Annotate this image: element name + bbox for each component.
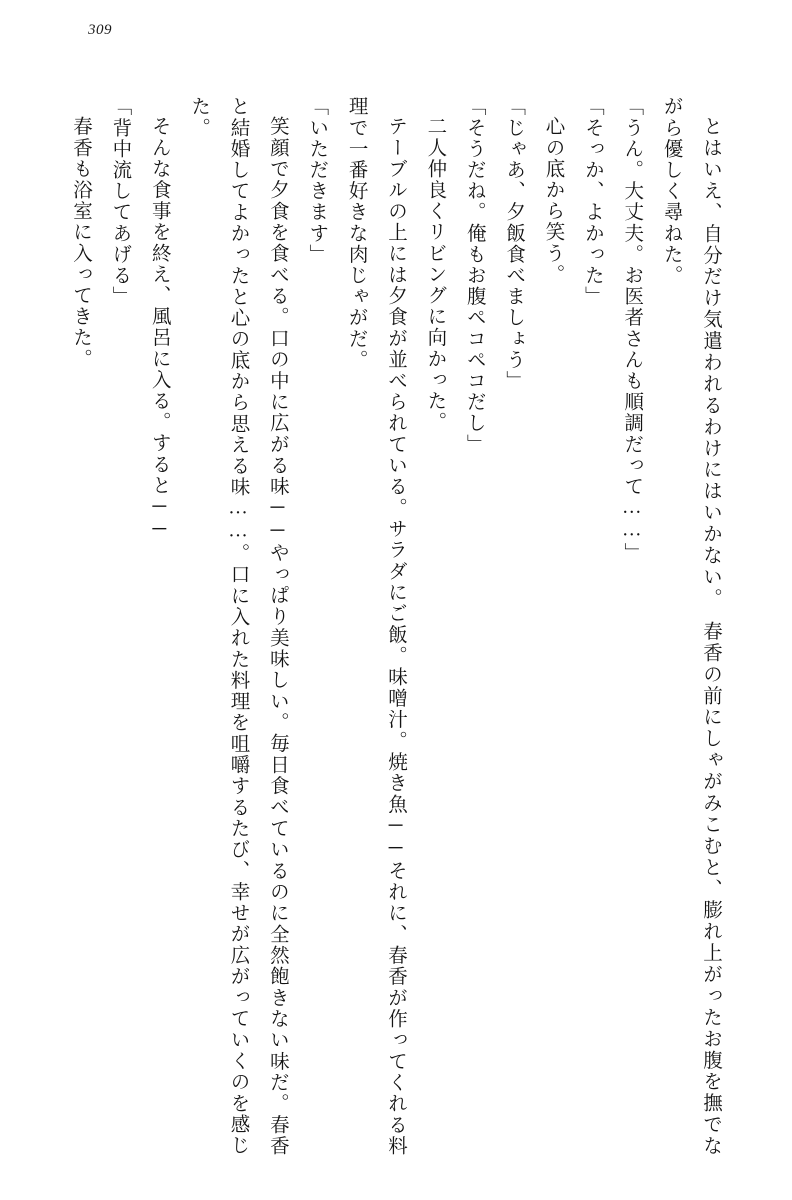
body-paragraph: 「じゃあ、夕飯食べましょう」 xyxy=(503,96,525,392)
body-paragraph: 心の底から笑う。 xyxy=(542,115,564,285)
body-paragraph: テーブルの上には夕食が並べられている。サラダにご飯。味噌汁。焼き魚──それに、春香が作ってくれる料理で一番好きな肉じゃがだ。 xyxy=(345,96,406,1156)
body-paragraph: 「うん。大丈夫。お医者さんも順調だって……」 xyxy=(621,96,643,564)
body-paragraph: 春香も浴室に入ってきた。 xyxy=(70,115,91,369)
page-number: 309 xyxy=(88,22,112,38)
body-paragraph: 「そっか、よかった」 xyxy=(581,96,603,307)
body-paragraph: 「背中流してあげる」 xyxy=(109,96,131,307)
body-paragraph: 「いただきます」 xyxy=(306,96,328,265)
body-paragraph: 笑顔で夕食を食べる。口の中に広がる味──やっぱり美味しい。毎日食べているのに全然飽きない味だ。春香と結婚してよかったと心の底から思える味……。口に入れた料理を咀嚼するたび、幸せが広がっていくのを感じた。 xyxy=(188,96,288,1156)
page-body-text xyxy=(60,96,730,1156)
body-paragraph: 二人仲良くリビングに向かった。 xyxy=(424,115,446,432)
body-paragraph: そんな食事を終え、風呂に入る。すると── xyxy=(148,115,170,541)
body-paragraph: 「そうだね。俺もお腹ペコペコだし」 xyxy=(463,96,485,455)
body-paragraph: とはいえ、自分だけ気遣われるわけにはいかない。 春香の前にしゃがみこむと、膨れ上がったお腹を撫でながら優しく尋ねた。 xyxy=(660,96,721,1156)
